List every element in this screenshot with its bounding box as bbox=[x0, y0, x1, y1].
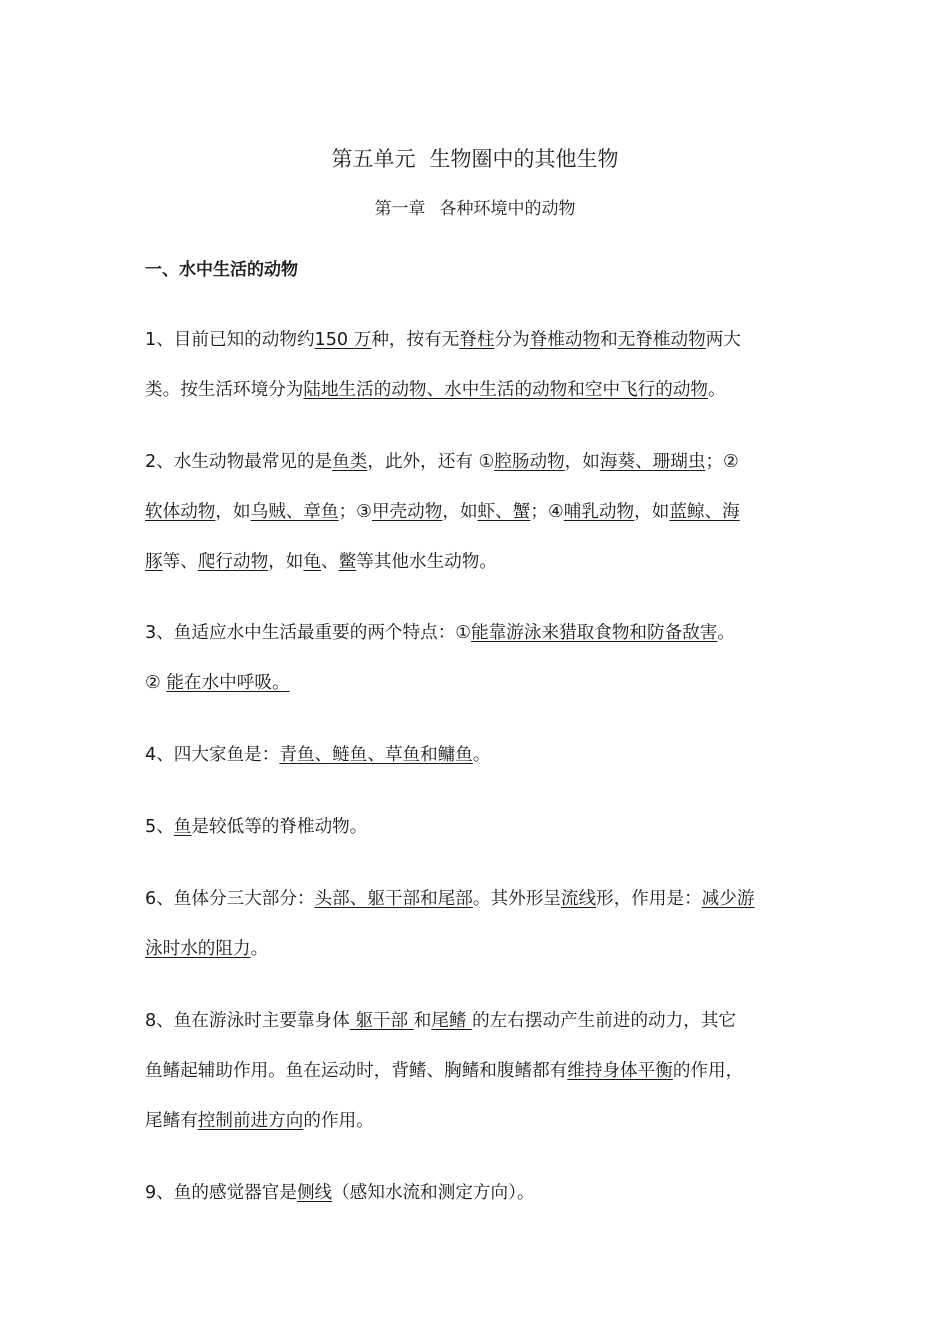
text-segment: 1、目前已知的动物约 bbox=[145, 330, 315, 350]
paragraph-line bbox=[145, 498, 740, 523]
text-segment: ，如 bbox=[442, 502, 478, 522]
paragraph-line bbox=[145, 548, 497, 573]
underlined-answer: 乌贼、章鱼 bbox=[250, 502, 339, 522]
underlined-answer: 减少游 bbox=[701, 889, 755, 909]
underlined-answer: 流线 bbox=[560, 889, 597, 909]
underlined-answer: 鳖 bbox=[338, 552, 357, 572]
underlined-answer: 陆地生活的动物、水中生活的动物和空中飞行的动物 bbox=[303, 380, 709, 400]
underlined-answer: 爬行动物 bbox=[197, 552, 269, 572]
underlined-answer: 头部、躯干部和尾部 bbox=[314, 889, 473, 909]
text-segment: 两大 bbox=[705, 330, 741, 350]
underlined-answer: 腔肠动物 bbox=[494, 452, 565, 472]
underlined-answer: 龟 bbox=[303, 552, 322, 572]
section-heading: 一、水中生活的动物 bbox=[145, 260, 298, 280]
text-segment: 9、鱼的感觉器官是 bbox=[145, 1183, 297, 1203]
underlined-answer: 尾鳍 bbox=[431, 1011, 473, 1031]
paragraph-line bbox=[145, 741, 491, 766]
text-segment: 。其外形呈 bbox=[472, 889, 561, 909]
underlined-answer: 侧线 bbox=[296, 1183, 333, 1203]
text-segment: 3、鱼适应水中生活最重要的两个特点：① bbox=[145, 623, 472, 643]
unit-title-name: 生物圈中的其他生物 bbox=[429, 147, 619, 171]
underlined-answer: 躯干部 bbox=[349, 1011, 414, 1031]
underlined-answer: 哺乳动物 bbox=[563, 502, 635, 522]
paragraph-line bbox=[145, 813, 367, 838]
text-segment: ，如 bbox=[215, 502, 251, 522]
text-segment: 4、四大家鱼是： bbox=[145, 745, 280, 765]
paragraph-line bbox=[145, 885, 754, 910]
underlined-answer: 海葵、珊瑚虫 bbox=[599, 452, 706, 472]
text-segment: （感知水流和测定方向）。 bbox=[332, 1183, 535, 1203]
text-segment: 等、 bbox=[162, 552, 198, 572]
text-segment: ；③ bbox=[338, 502, 372, 522]
text-segment: ；② bbox=[705, 452, 739, 472]
text-segment: 形，作用是： bbox=[596, 889, 702, 909]
text-segment: 尾鳍有 bbox=[145, 1111, 198, 1131]
underlined-answer: 能靠游泳来猎取食物和防备敌害 bbox=[471, 623, 718, 643]
text-segment: 、 bbox=[321, 552, 339, 572]
text-segment: 8、鱼在游泳时主要靠身体 bbox=[145, 1011, 350, 1031]
underlined-answer: 青鱼、鲢鱼、草鱼和鳙鱼 bbox=[279, 745, 473, 765]
text-segment: 。 bbox=[472, 745, 491, 765]
paragraph-line bbox=[145, 935, 268, 960]
underlined-answer: 蓝鲸、海 bbox=[669, 502, 740, 522]
text-segment: 鱼鳍起辅助作用。鱼在运动时，背鳍、胸鳍和腹鳍都有 bbox=[145, 1061, 568, 1081]
text-segment: ；④ bbox=[530, 502, 564, 522]
text-segment: 的左右摆动产生前进的动力，其它 bbox=[472, 1011, 737, 1031]
underlined-answer: 无脊椎动物 bbox=[617, 330, 706, 350]
text-segment: ，如 bbox=[634, 502, 670, 522]
underlined-answer: 脊椎动物 bbox=[529, 330, 601, 350]
underlined-answer: 鱼 bbox=[173, 817, 192, 837]
unit-title-number: 第五单元 bbox=[331, 147, 416, 171]
text-segment: 的作用。 bbox=[303, 1111, 374, 1131]
underlined-answer: 软体动物 bbox=[145, 502, 216, 522]
underlined-answer: 维持身体平衡 bbox=[567, 1061, 673, 1081]
text-segment: 6、鱼体分三大部分： bbox=[145, 889, 315, 909]
paragraph-line bbox=[145, 669, 290, 694]
paragraph-line bbox=[145, 1107, 374, 1132]
text-segment: 的作用， bbox=[672, 1061, 744, 1081]
text-segment: 和 bbox=[600, 330, 618, 350]
underlined-answer: 脊柱 bbox=[459, 330, 495, 350]
underlined-answer: 150 万 bbox=[314, 330, 372, 350]
text-segment: 5、 bbox=[145, 817, 174, 837]
chapter-title-name: 各种环境中的动物 bbox=[439, 199, 576, 219]
underlined-answer: 泳时水的阻力 bbox=[145, 939, 251, 959]
underlined-answer: 豚 bbox=[145, 552, 163, 572]
text-segment: 种，按有无 bbox=[371, 330, 460, 350]
unit-title bbox=[0, 143, 950, 173]
paragraph-line bbox=[145, 448, 739, 473]
text-segment: 。 bbox=[250, 939, 269, 959]
text-segment: ，如 bbox=[268, 552, 304, 572]
text-segment: 。 bbox=[708, 380, 726, 400]
paragraph-line bbox=[145, 1179, 534, 1204]
underlined-answer: 控制前进方向 bbox=[197, 1111, 304, 1131]
text-segment: 。 bbox=[717, 623, 735, 643]
paragraph-line bbox=[145, 326, 741, 351]
paragraph-line bbox=[145, 619, 735, 644]
text-segment: 类。按生活环境分为 bbox=[145, 380, 304, 400]
underlined-answer: 能在水中呼吸。 bbox=[166, 673, 290, 693]
chapter-title bbox=[0, 194, 950, 219]
text-segment: 分为 bbox=[494, 330, 530, 350]
paragraph-line bbox=[145, 1057, 743, 1082]
underlined-answer: 鱼类 bbox=[332, 452, 368, 472]
paragraph-line bbox=[145, 1007, 736, 1032]
text-segment: 2、水生动物最常见的是 bbox=[145, 452, 333, 472]
text-segment: 和 bbox=[413, 1011, 432, 1031]
text-segment: ② bbox=[145, 673, 167, 693]
underlined-answer: 虾、蟹 bbox=[477, 502, 531, 522]
text-segment: 是较低等的脊椎动物。 bbox=[191, 817, 368, 837]
text-segment: 等其他水生动物。 bbox=[356, 552, 497, 572]
chapter-title-number: 第一章 bbox=[374, 199, 426, 219]
text-segment: ，如 bbox=[564, 452, 600, 472]
underlined-answer: 甲壳动物 bbox=[371, 502, 443, 522]
paragraph-line bbox=[145, 376, 726, 401]
text-segment: ，此外，还有 ① bbox=[367, 452, 495, 472]
